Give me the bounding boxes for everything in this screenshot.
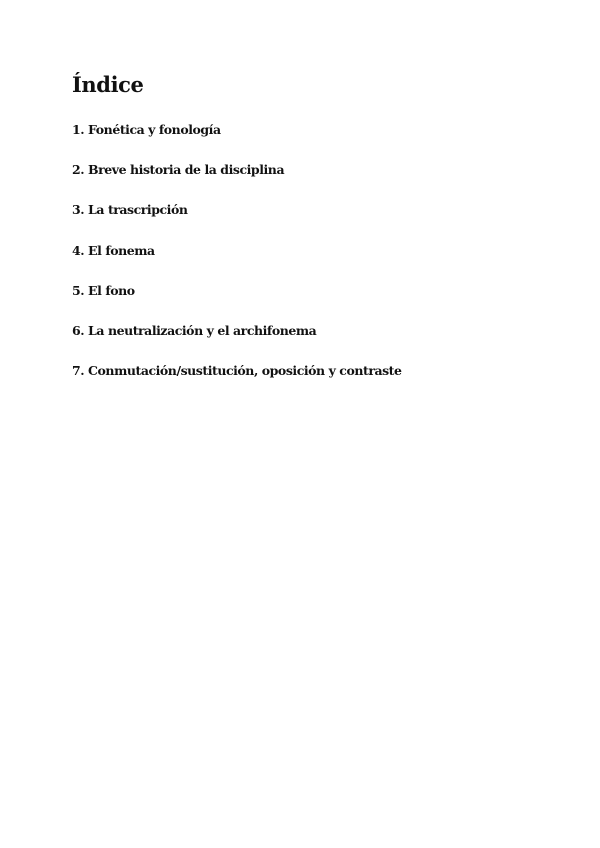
toc-item-4: 4. El fonema xyxy=(72,242,155,258)
page-title: Índice xyxy=(72,72,144,97)
toc-item-5: 5. El fono xyxy=(72,282,135,298)
table-of-contents xyxy=(72,122,402,403)
toc-item-6: 6. La neutralización y el archifonema xyxy=(72,322,317,338)
toc-item-3: 3. La trascripción xyxy=(72,202,188,218)
toc-item-2: 2. Breve historia de la disciplina xyxy=(72,162,285,178)
toc-item-1: 1. Fonética y fonología xyxy=(72,122,221,137)
toc-item-7: 7. Conmutación/sustitución, oposición y contraste xyxy=(72,363,402,379)
